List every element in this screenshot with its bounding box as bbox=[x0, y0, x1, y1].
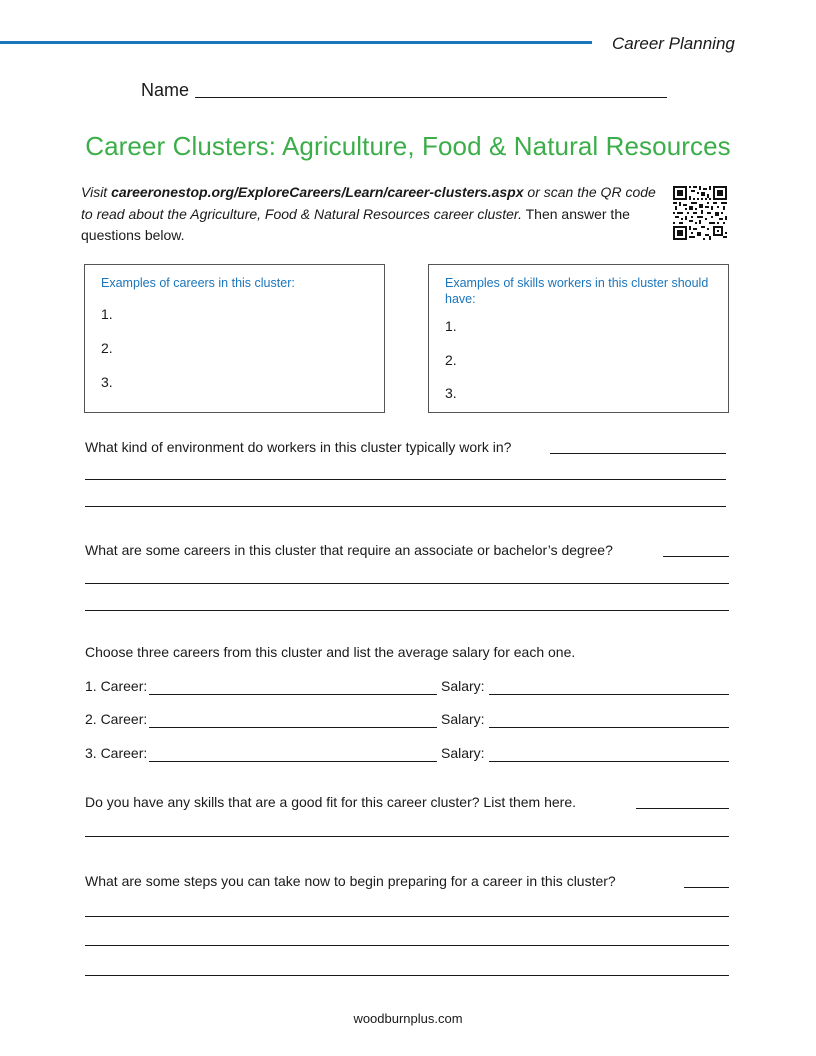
name-field[interactable] bbox=[141, 80, 667, 101]
intro-middle: or scan the QR code to read about the Agriculture, Food & Natural Resources career cluster. bbox=[81, 184, 656, 222]
section-title: Career Planning bbox=[612, 34, 735, 53]
career-label-2: 2. Career: bbox=[85, 711, 148, 727]
careers-item-2[interactable]: 2. bbox=[101, 340, 113, 356]
name-input-line[interactable] bbox=[195, 97, 667, 98]
career-input-line-3[interactable] bbox=[149, 761, 437, 762]
intro-prefix: Visit bbox=[81, 184, 112, 200]
intro-paragraph bbox=[81, 182, 661, 247]
question-degree: What are some careers in this cluster that require an associate or bachelor’s degree? bbox=[85, 542, 613, 558]
footer-site: woodburnplus.com bbox=[353, 1011, 463, 1026]
skills-item-1[interactable]: 1. bbox=[445, 318, 457, 334]
answer-line-degree-2[interactable] bbox=[85, 610, 729, 611]
careers-examples-box bbox=[84, 264, 385, 413]
answer-line-skills-inline[interactable] bbox=[636, 808, 729, 809]
skills-examples-box bbox=[428, 264, 729, 413]
question-environment: What kind of environment do workers in this cluster typically work in? bbox=[85, 439, 512, 455]
question-steps: What are some steps you can take now to begin preparing for a career in this cluster? bbox=[85, 873, 616, 889]
answer-line-skills-1[interactable] bbox=[85, 836, 729, 837]
answer-line-steps-inline[interactable] bbox=[684, 887, 729, 888]
answer-line-degree-inline[interactable] bbox=[663, 556, 729, 557]
salary-row-3 bbox=[85, 745, 729, 765]
salary-input-line-1[interactable] bbox=[489, 694, 729, 695]
header-rule bbox=[0, 41, 592, 44]
salary-label-2: Salary: bbox=[441, 711, 485, 727]
answer-line-environment-1[interactable] bbox=[85, 479, 726, 480]
careers-box-title: Examples of careers in this cluster: bbox=[101, 276, 295, 290]
question-salary-intro: Choose three careers from this cluster and list the average salary for each one. bbox=[85, 644, 576, 660]
career-label-3: 3. Career: bbox=[85, 745, 148, 761]
salary-row-1 bbox=[85, 678, 729, 698]
career-input-line-2[interactable] bbox=[149, 727, 437, 728]
career-label-1: 1. Career: bbox=[85, 678, 148, 694]
answer-line-steps-2[interactable] bbox=[85, 945, 729, 946]
salary-row-2 bbox=[85, 711, 729, 731]
salary-label-1: Salary: bbox=[441, 678, 485, 694]
page-title: Career Clusters: Agriculture, Food & Natural Resources bbox=[85, 131, 731, 161]
name-label: Name bbox=[141, 80, 190, 100]
salary-label-3: Salary: bbox=[441, 745, 485, 761]
question-skills-fit: Do you have any skills that are a good fit for this career cluster? List them here. bbox=[85, 794, 577, 810]
skills-item-2[interactable]: 2. bbox=[445, 352, 457, 368]
answer-line-steps-3[interactable] bbox=[85, 975, 729, 976]
skills-box-title: Examples of skills workers in this cluster should have: bbox=[445, 276, 709, 306]
skills-item-3[interactable]: 3. bbox=[445, 385, 457, 401]
intro-url: careeronestop.org/ExploreCareers/Learn/career-clusters.aspx bbox=[111, 184, 524, 200]
answer-line-degree-1[interactable] bbox=[85, 583, 729, 584]
answer-line-environment-2[interactable] bbox=[85, 506, 726, 507]
intro-suffix: Then answer the questions below. bbox=[81, 205, 630, 243]
careers-item-1[interactable]: 1. bbox=[101, 306, 113, 322]
career-input-line-1[interactable] bbox=[149, 694, 437, 695]
salary-input-line-2[interactable] bbox=[489, 727, 729, 728]
answer-line-environment-inline[interactable] bbox=[550, 453, 726, 454]
answer-line-steps-1[interactable] bbox=[85, 916, 729, 917]
qr-code-icon bbox=[673, 186, 727, 240]
salary-input-line-3[interactable] bbox=[489, 761, 729, 762]
careers-item-3[interactable]: 3. bbox=[101, 374, 113, 390]
